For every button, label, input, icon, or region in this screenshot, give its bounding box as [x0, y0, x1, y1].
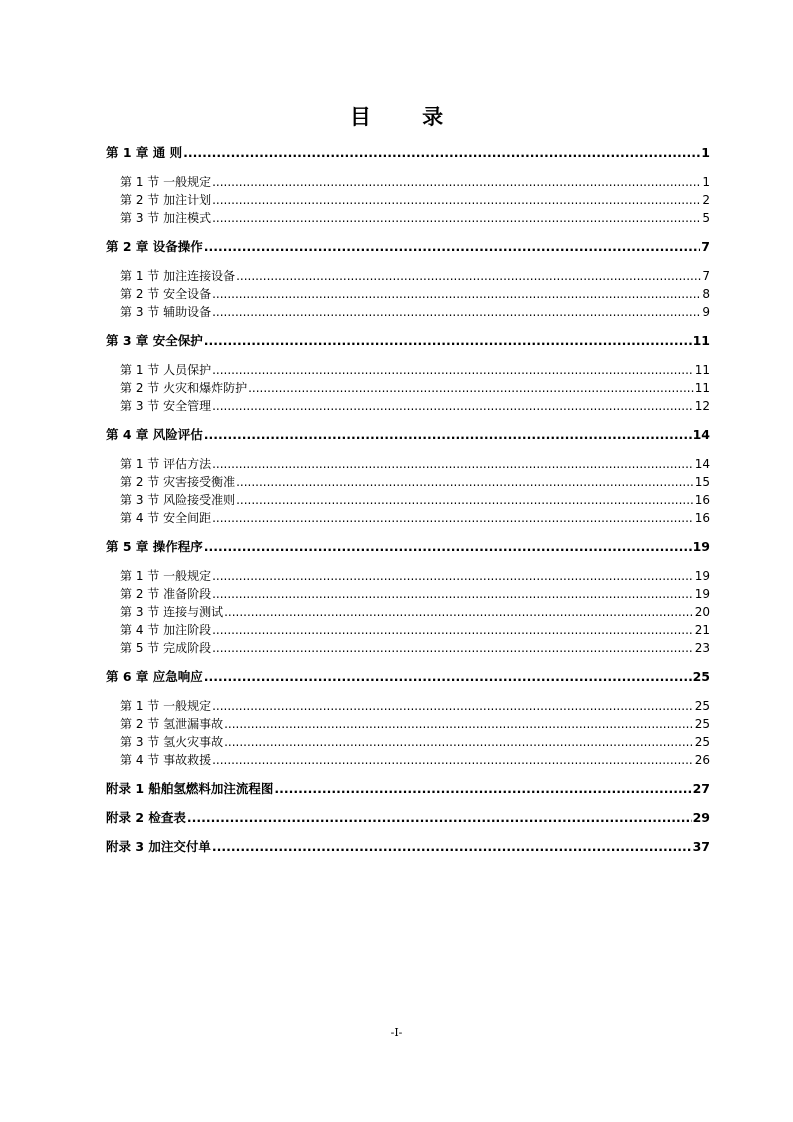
toc-entry-label: 附录 2 检查表 [106, 810, 186, 825]
toc-leader-dots [187, 809, 692, 827]
toc-leader-dots [212, 751, 694, 769]
toc-entry-label: 第 1 节 一般规定 [120, 699, 212, 713]
toc-leader-dots [274, 780, 691, 798]
toc-page-number: 5 [702, 211, 710, 225]
toc-entry-label: 第 2 节 火灾和爆炸防护 [120, 381, 248, 395]
toc-entry-label: 第 6 章 应急响应 [106, 669, 203, 684]
toc-section-entry[interactable] [106, 733, 710, 751]
toc-leader-dots [224, 715, 694, 733]
toc-section-entry[interactable] [106, 567, 710, 585]
toc-leader-dots [183, 144, 700, 162]
page-number-footer: -I- [390, 1026, 403, 1039]
toc-entry-label: 附录 3 加注交付单 [106, 839, 211, 854]
toc-leader-dots [212, 639, 694, 657]
toc-entry-label: 第 1 节 评估方法 [120, 457, 212, 471]
toc-section-entry[interactable] [106, 603, 710, 621]
toc-section-entry[interactable] [106, 585, 710, 603]
toc-entry-label: 第 3 节 安全管理 [120, 399, 212, 413]
toc-section-entry[interactable] [106, 285, 710, 303]
toc-entry-label: 第 2 节 灾害接受衡准 [120, 475, 236, 489]
toc-chapter-entry[interactable] [106, 144, 710, 162]
toc-leader-dots [212, 697, 694, 715]
toc-section-entry[interactable] [106, 639, 710, 657]
toc-section-entry[interactable] [106, 173, 710, 191]
toc-page-number: 19 [692, 539, 710, 554]
toc-entry-label: 附录 1 船舶氢燃料加注流程图 [106, 781, 274, 796]
toc-chapter-entry[interactable] [106, 238, 710, 256]
toc-leader-dots [212, 567, 694, 585]
toc-leader-dots [212, 509, 694, 527]
toc-page-number: 11 [694, 363, 710, 377]
toc-entry-label: 第 1 节 人员保护 [120, 363, 212, 377]
toc-page-number: 7 [702, 269, 710, 283]
toc-leader-dots [212, 285, 701, 303]
toc-page-number: 27 [692, 781, 710, 796]
toc-section-entry[interactable] [106, 473, 710, 491]
toc-section-entry[interactable] [106, 191, 710, 209]
toc-leader-dots [236, 491, 694, 509]
toc-page-number: 21 [694, 623, 710, 637]
toc-section-entry[interactable] [106, 751, 710, 769]
toc-page-number: 8 [702, 287, 710, 301]
toc-leader-dots [212, 455, 694, 473]
toc-page-number: 25 [694, 717, 710, 731]
toc-leader-dots [204, 426, 692, 444]
table-of-contents [106, 144, 710, 856]
toc-page-number: 14 [692, 427, 710, 442]
toc-page-number: 25 [694, 735, 710, 749]
toc-page-number: 16 [694, 493, 710, 507]
toc-entry-label: 第 3 章 安全保护 [106, 333, 203, 348]
toc-entry-label: 第 4 节 事故救援 [120, 753, 212, 767]
toc-leader-dots [224, 603, 694, 621]
toc-entry-label: 第 5 节 完成阶段 [120, 641, 212, 655]
toc-leader-dots [204, 668, 692, 686]
toc-chapter-entry[interactable] [106, 538, 710, 556]
toc-page-number: 19 [694, 587, 710, 601]
toc-page-number: 11 [694, 381, 710, 395]
toc-page-number: 25 [692, 669, 710, 684]
toc-leader-dots [224, 733, 694, 751]
toc-leader-dots [212, 209, 701, 227]
toc-page-number: 16 [694, 511, 710, 525]
toc-leader-dots [212, 838, 692, 856]
toc-entry-label: 第 3 节 辅助设备 [120, 305, 212, 319]
toc-leader-dots [204, 332, 692, 350]
toc-section-entry[interactable] [106, 491, 710, 509]
toc-page-number: 19 [694, 569, 710, 583]
toc-entry-label: 第 4 章 风险评估 [106, 427, 203, 442]
toc-page-number: 1 [701, 145, 710, 160]
toc-section-entry[interactable] [106, 697, 710, 715]
toc-entry-label: 第 4 节 加注阶段 [120, 623, 212, 637]
toc-leader-dots [212, 191, 701, 209]
toc-chapter-entry[interactable] [106, 426, 710, 444]
toc-section-entry[interactable] [106, 209, 710, 227]
toc-leader-dots [204, 538, 692, 556]
toc-page-number: 25 [694, 699, 710, 713]
toc-section-entry[interactable] [106, 379, 710, 397]
toc-leader-dots [236, 473, 694, 491]
toc-entry-label: 第 1 章 通 则 [106, 145, 183, 160]
toc-page-number: 15 [694, 475, 710, 489]
toc-entry-label: 第 5 章 操作程序 [106, 539, 203, 554]
toc-entry-label: 第 4 节 安全间距 [120, 511, 212, 525]
toc-leader-dots [204, 238, 701, 256]
toc-leader-dots [212, 397, 694, 415]
toc-section-entry[interactable] [106, 455, 710, 473]
toc-entry-label: 第 1 节 一般规定 [120, 569, 212, 583]
toc-leader-dots [212, 173, 701, 191]
toc-page-number: 1 [702, 175, 710, 189]
toc-page-number: 12 [694, 399, 710, 413]
toc-section-entry[interactable] [106, 715, 710, 733]
page-title: 目 录 [349, 105, 466, 129]
toc-entry-label: 第 2 节 氢泄漏事故 [120, 717, 224, 731]
toc-page-number: 11 [692, 333, 710, 348]
toc-entry-label: 第 3 节 连接与测试 [120, 605, 224, 619]
toc-entry-label: 第 3 节 风险接受准则 [120, 493, 236, 507]
toc-page-number: 20 [694, 605, 710, 619]
toc-leader-dots [212, 585, 694, 603]
toc-chapter-entry[interactable] [106, 780, 710, 798]
toc-page-number: 37 [692, 839, 710, 854]
toc-entry-label: 第 2 节 准备阶段 [120, 587, 212, 601]
toc-section-entry[interactable] [106, 509, 710, 527]
toc-entry-label: 第 1 节 一般规定 [120, 175, 212, 189]
toc-page-number: 2 [702, 193, 710, 207]
toc-page-number: 9 [702, 305, 710, 319]
toc-section-entry[interactable] [106, 621, 710, 639]
toc-leader-dots [248, 379, 694, 397]
toc-entry-label: 第 2 章 设备操作 [106, 239, 203, 254]
toc-entry-label: 第 2 节 安全设备 [120, 287, 212, 301]
toc-chapter-entry[interactable] [106, 809, 710, 827]
toc-leader-dots [236, 267, 701, 285]
toc-page-number: 7 [701, 239, 710, 254]
toc-section-entry[interactable] [106, 361, 710, 379]
toc-entry-label: 第 2 节 加注计划 [120, 193, 212, 207]
toc-leader-dots [212, 621, 694, 639]
toc-chapter-entry[interactable] [106, 838, 710, 856]
toc-section-entry[interactable] [106, 303, 710, 321]
toc-chapter-entry[interactable] [106, 332, 710, 350]
toc-page-number: 26 [694, 753, 710, 767]
toc-section-entry[interactable] [106, 267, 710, 285]
toc-entry-label: 第 3 节 加注模式 [120, 211, 212, 225]
toc-page-number: 29 [692, 810, 710, 825]
toc-section-entry[interactable] [106, 397, 710, 415]
toc-chapter-entry[interactable] [106, 668, 710, 686]
toc-page-number: 23 [694, 641, 710, 655]
toc-entry-label: 第 3 节 氢火灾事故 [120, 735, 224, 749]
toc-entry-label: 第 1 节 加注连接设备 [120, 269, 236, 283]
toc-leader-dots [212, 303, 701, 321]
toc-page-number: 14 [694, 457, 710, 471]
toc-leader-dots [212, 361, 694, 379]
